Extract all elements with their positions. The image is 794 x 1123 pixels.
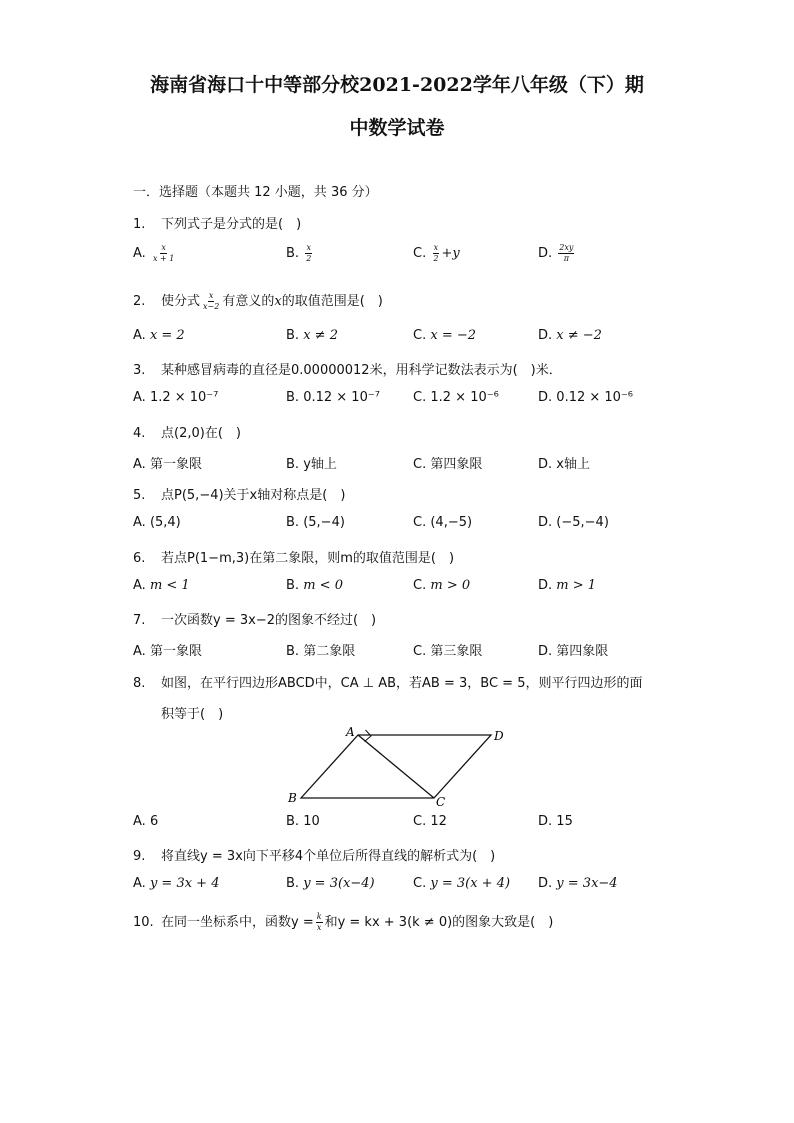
question-number: 7. (133, 613, 146, 628)
option-c: C. (4,−5) (413, 515, 473, 530)
question-3 (133, 359, 562, 378)
question-number: 4. (133, 426, 146, 441)
question-text: 如图，在平行四边形ABCD中，CA ⊥ AB，若AB = 3，BC = 5，则平行四边形的面 (161, 676, 643, 691)
question-text: 下列式子是分式的是( ) (161, 217, 302, 232)
question-text: 在同一坐标系中，函数y = (161, 915, 314, 930)
question-text: 一次函数y = 3x−2的图象不经过( ) (161, 613, 377, 628)
fraction: $\frac{k}{x}$ (316, 912, 322, 932)
option-a: A. 第一象限 (133, 457, 202, 472)
option-a: A. 1.2 × 10⁻⁷ (133, 390, 219, 405)
option-b: B. $\frac{x}{2}$ (286, 243, 312, 263)
option-d: D. y = 3x−4 (538, 876, 618, 891)
question-4 (133, 422, 241, 441)
right-angle-mark (365, 730, 372, 742)
option-b: B. 10 (286, 814, 320, 829)
option-a: A. (5,4) (133, 515, 181, 530)
section-header: 一．选择题（本题共 12 小题，共 36 分） (133, 185, 378, 200)
question-text-b: 和y = kx + 3(k ≠ 0)的图象大致是( ) (324, 915, 554, 930)
question-number: 6. (133, 551, 146, 566)
question-text: 使分式 (161, 294, 201, 309)
question-text: 某种感冒病毒的直径是0.00000012米，用科学记数法表示为( )米． (161, 363, 562, 378)
option-b: B. x ≠ 2 (286, 328, 338, 343)
page-title: 海南省海口十中等部分校2021-2022学年八年级（下）期 (150, 74, 644, 96)
option-d: D. 第四象限 (538, 644, 609, 659)
question-8 (133, 672, 642, 691)
vertex-label-d: D (494, 729, 504, 743)
option-a: A. y = 3x + 4 (133, 876, 220, 891)
option-d: D. x ≠ −2 (538, 328, 602, 343)
option-b: B. m < 0 (286, 578, 343, 593)
option-a: A. $\frac{x}{x + 1}$ (133, 243, 175, 263)
question-text: 点P(5,−4)关于x轴对称点是( ) (161, 488, 346, 503)
page-title-line2: 中数学试卷 (349, 117, 445, 139)
option-c: C. m > 0 (413, 578, 471, 593)
option-b: B. y = 3(x−4) (286, 876, 375, 891)
vertex-label-b: B (288, 791, 297, 805)
vertex-label-c: C (436, 795, 446, 808)
question-6 (133, 547, 454, 566)
option-a: A. x = 2 (133, 328, 185, 343)
question-10 (133, 911, 553, 932)
question-text-b: 有意义的 (222, 294, 275, 309)
option-c: C. y = 3(x + 4) (413, 876, 511, 891)
option-c: C. 第三象限 (413, 644, 483, 659)
vertex-label-a: A (346, 725, 355, 739)
question-number: 5. (133, 488, 146, 503)
option-d: D. $\frac{2xy}{\pi}$ (538, 243, 574, 263)
question-number: 2. (133, 294, 146, 309)
option-d: D. 15 (538, 814, 573, 829)
question-9 (133, 845, 495, 864)
question-number: 10. (133, 915, 154, 930)
fraction: $\frac{x}{x-2}$ (203, 291, 220, 311)
fraction: $\frac{x}{2}$ (433, 243, 439, 263)
question-text: 点(2,0)在( ) (161, 426, 241, 441)
option-d: D. 0.12 × 10⁻⁶ (538, 390, 634, 405)
question-text-c: 的取值范围是( ) (281, 294, 383, 309)
question-7 (133, 609, 376, 628)
option-c: C. 12 (413, 814, 447, 829)
option-a: A. m < 1 (133, 578, 190, 593)
option-b: B. 第二象限 (286, 644, 356, 659)
question-5 (133, 484, 345, 503)
question-2 (133, 290, 383, 311)
option-b: B. 0.12 × 10⁻⁷ (286, 390, 380, 405)
parallelogram-figure (284, 722, 514, 808)
option-a: A. 6 (133, 814, 159, 829)
question-number: 8. (133, 676, 146, 691)
question-number: 1. (133, 217, 146, 232)
option-d: D. x轴上 (538, 457, 590, 472)
question-1 (133, 213, 301, 232)
option-d: D. m > 1 (538, 578, 597, 593)
option-c: C. $\frac{x}{2}$ +y (413, 243, 460, 263)
option-d: D. (−5,−4) (538, 515, 609, 530)
question-var: x (274, 294, 282, 309)
option-b: B. y轴上 (286, 457, 337, 472)
question-text: 将直线y = 3x向下平移4个单位后所得直线的解析式为( ) (161, 849, 496, 864)
option-c: C. 1.2 × 10⁻⁶ (413, 390, 499, 405)
question-text: 若点P(1−m,3)在第二象限，则m的取值范围是( ) (161, 551, 455, 566)
option-b: B. (5,−4) (286, 515, 345, 530)
diagonal-ac (358, 735, 434, 798)
question-8-continued: 积等于( ) (161, 707, 224, 722)
option-c: C. 第四象限 (413, 457, 483, 472)
fraction: $\frac{2xy}{\pi}$ (559, 243, 574, 263)
option-a: A. 第一象限 (133, 644, 202, 659)
fraction: $\frac{x}{2}$ (306, 243, 312, 263)
question-number: 3. (133, 363, 146, 378)
question-number: 9. (133, 849, 146, 864)
fraction: $\frac{x}{x + 1}$ (152, 243, 175, 263)
option-c: C. x = −2 (413, 328, 477, 343)
